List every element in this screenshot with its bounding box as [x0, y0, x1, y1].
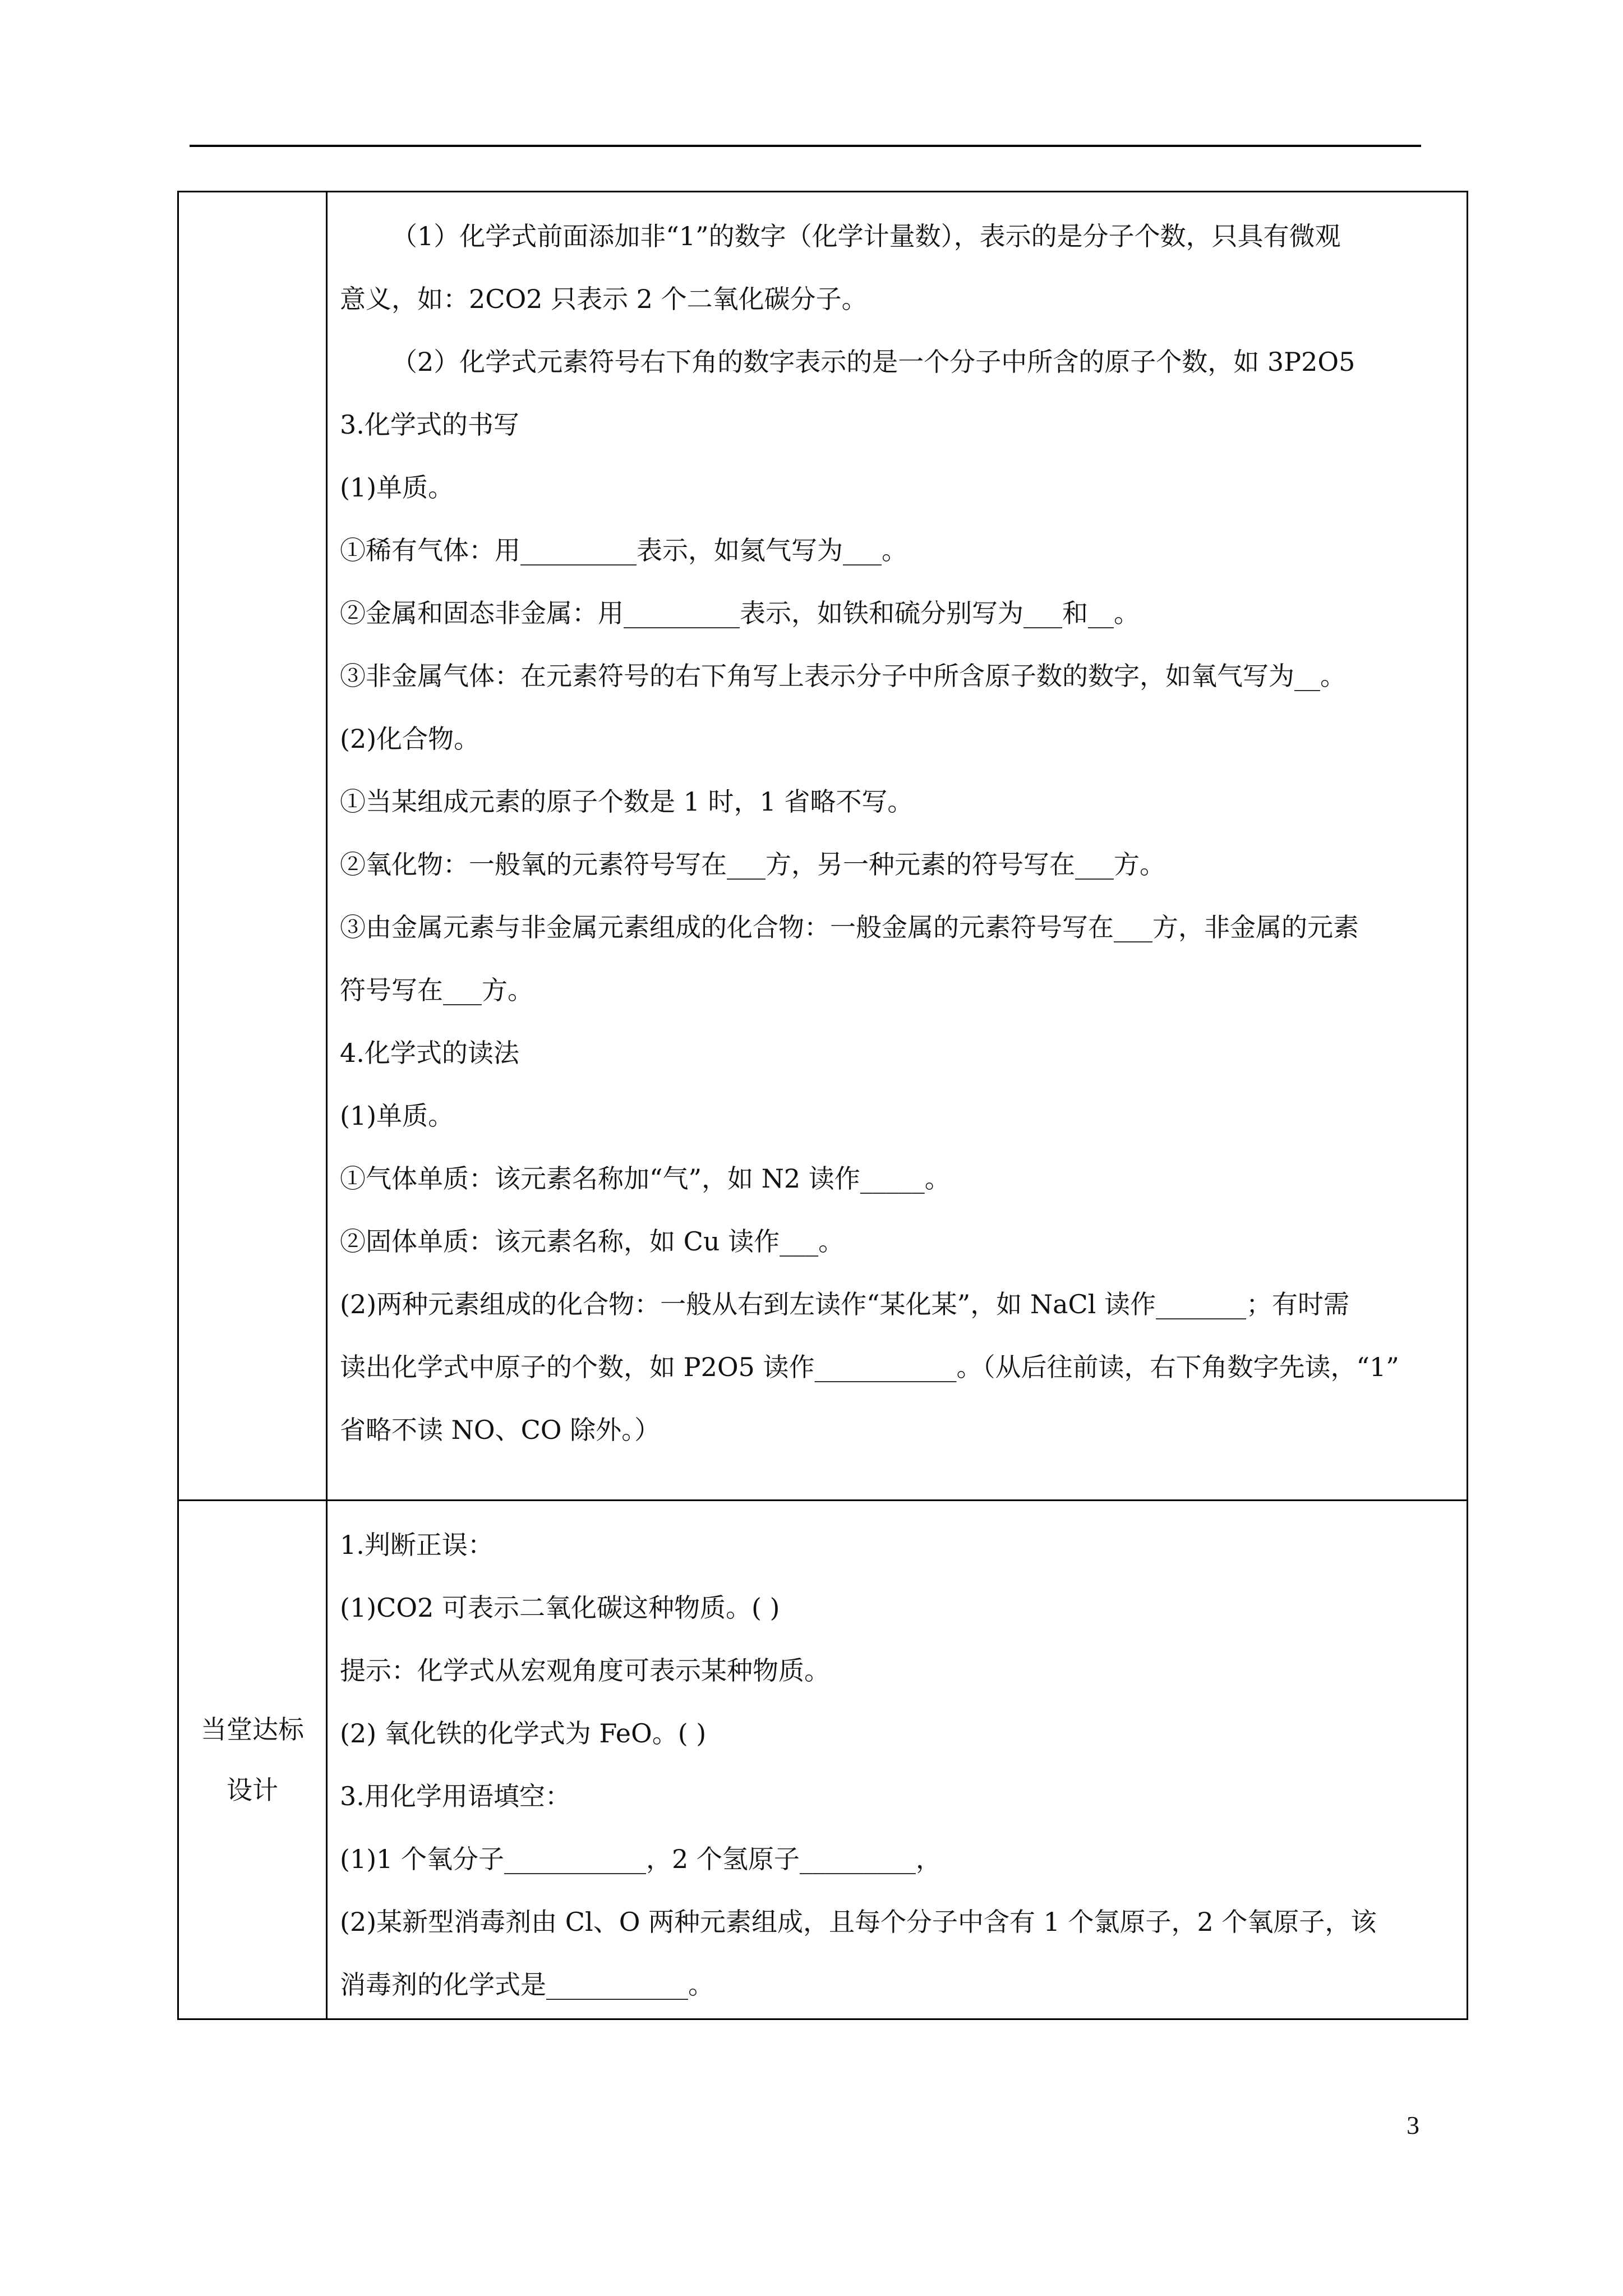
table-row: [178, 1501, 1468, 2019]
text-line: ②氧化物：一般氧的元素符号写在___方，另一种元素的符号写在___方。: [340, 849, 1165, 880]
page-number: 3: [1407, 2111, 1419, 2139]
text-line: ①稀有气体：用_________表示，如氦气写为___。: [340, 535, 907, 565]
worksheet-table: [177, 191, 1468, 2020]
text-line: (2)化合物。: [340, 724, 480, 754]
section1-content: [328, 192, 1467, 1461]
text-line: （1）化学式前面添加非“1”的数字（化学计量数），表示的是分子个数，只具有微观: [391, 221, 1341, 251]
section-label-line1: 当堂达标: [201, 1714, 304, 1745]
text-line: ①当某组成元素的原子个数是 1 时，1 省略不写。: [340, 786, 914, 817]
text-line: ②固体单质：该元素名称，如 Cu 读作___。: [340, 1226, 845, 1257]
text-line: 3.化学式的书写: [340, 409, 519, 440]
text-line: 1.判断正误：: [340, 1530, 494, 1560]
text-line: (1)单质。: [340, 1101, 454, 1131]
text-line: 符号写在___方。: [340, 975, 533, 1005]
text-line: (2)两种元素组成的化合物：一般从右到左读作“某化某”，如 NaCl 读作_______；有时需: [340, 1289, 1350, 1319]
text-line: ③非金属气体：在元素符号的右下角写上表示分子中所含原子数的数字，如氧气写为__。: [340, 661, 1346, 691]
section-label-cell: [178, 1501, 327, 2019]
section2-content: [328, 1501, 1467, 2016]
content-cell: [327, 1501, 1468, 2019]
text-line: ③由金属元素与非金属元素组成的化合物：一般金属的元素符号写在___方，非金属的元素: [340, 912, 1359, 942]
label-cell-empty: [178, 192, 327, 1501]
text-line: (2)某新型消毒剂由 Cl、O 两种元素组成，且每个分子中含有 1 个氯原子，2 个氧原子，该: [340, 1907, 1377, 1937]
text-line: 消毒剂的化学式是___________。: [340, 1970, 714, 2000]
text-line: 4.化学式的读法: [340, 1038, 519, 1068]
table-row: [178, 192, 1468, 1501]
content-cell: [327, 192, 1468, 1501]
text-line: （2）化学式元素符号右下角的数字表示的是一个分子中所含的原子个数，如 3P2O5: [391, 347, 1355, 377]
text-line: (1)单质。: [340, 472, 454, 503]
text-line: (2) 氧化铁的化学式为 FeO。( ): [340, 1718, 707, 1749]
text-line: (1)CO2 可表示二氧化碳这种物质。( ): [340, 1593, 780, 1623]
header-rule: [190, 145, 1421, 147]
text-line: 3.用化学用语填空：: [340, 1781, 571, 1811]
section-label-line2: 设计: [227, 1775, 278, 1805]
text-line: 省略不读 NO、CO 除外。）: [340, 1415, 661, 1445]
text-line: ①气体单质：该元素名称加“气”，如 N2 读作_____。: [340, 1163, 951, 1194]
text-line: 意义，如：2CO2 只表示 2 个二氧化碳分子。: [340, 284, 868, 314]
text-line: 读出化学式中原子的个数，如 P2O5 读作___________。（从后往前读，右下角数字先读，“1”: [340, 1352, 1399, 1382]
text-line: 提示：化学式从宏观角度可表示某种物质。: [340, 1655, 830, 1686]
text-line: (1)1 个氧分子___________，2 个氢原子_________，: [340, 1844, 942, 1874]
text-line: ②金属和固态非金属：用_________表示，如铁和硫分别写为___和__。: [340, 598, 1140, 628]
